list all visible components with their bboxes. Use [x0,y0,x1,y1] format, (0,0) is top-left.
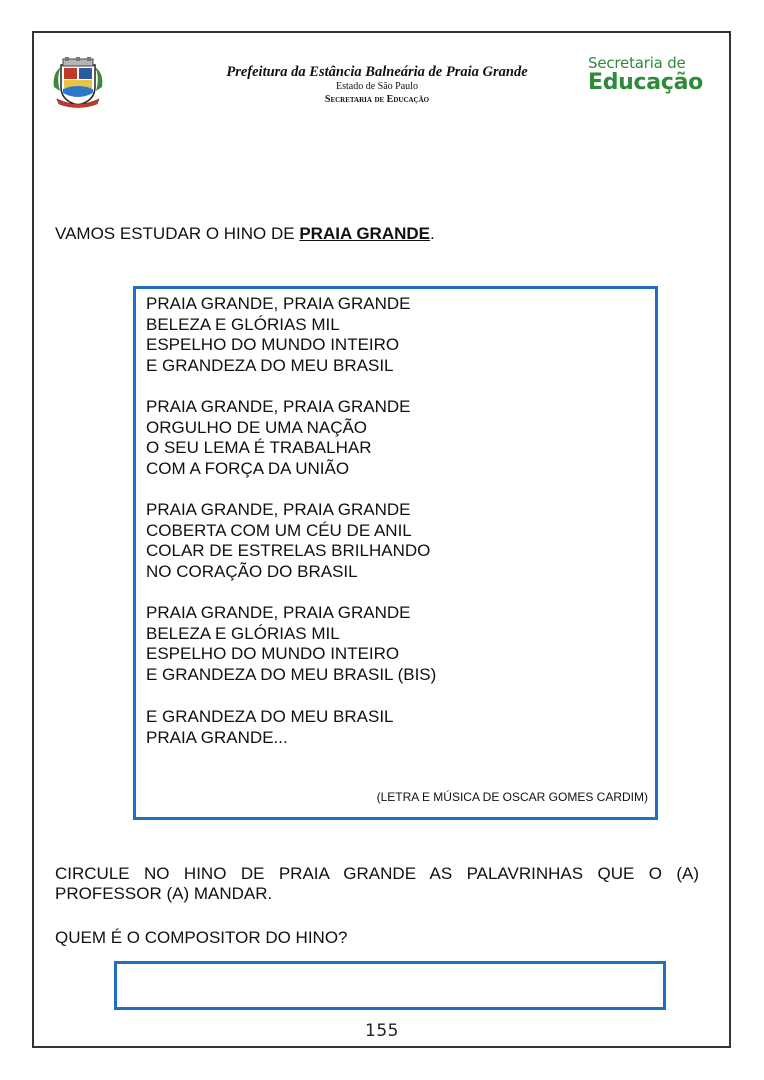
hymn-line: ESPELHO DO MUNDO INTEIRO [146,335,400,355]
logo-line-2: Educação [588,70,703,95]
hymn-line: PRAIA GRANDE, PRAIA GRANDE [146,603,411,622]
intro-prefix: VAMOS ESTUDAR O HINO DE [55,224,300,243]
hymn-line: COLAR DE ESTRELAS BRILHANDO [146,541,431,561]
page-number: 155 [365,1021,399,1041]
logo-line-1: Secretaria de [588,54,686,72]
hymn-line: PRAIA GRANDE, PRAIA GRANDE [146,397,411,416]
header-department: Secretaria de Educação [324,94,430,105]
hymn-line: NO CORAÇÃO DO BRASIL [146,562,358,582]
hymn-line: BELEZA E GLÓRIAS MIL [146,314,340,334]
hymn-stanza-2 [146,397,411,480]
hymn-line: PRAIA GRANDE, PRAIA GRANDE [146,500,411,519]
header-state: Estado de São Paulo [336,81,418,92]
hymn-stanza-1 [146,294,411,377]
hymn-stanza-5 [146,707,394,748]
secretaria-logo [588,55,706,95]
hymn-line: E GRANDEZA DO MEU BRASIL [146,356,394,376]
hymn-stanza-3 [146,500,430,583]
header-title: Prefeitura da Estância Balneária de Praia Grande [226,64,528,80]
exercise-instruction: CIRCULE NO HINO DE PRAIA GRANDE AS PALAVRINHAS QUE O (A) PROFESSOR (A) MANDAR. [55,864,699,903]
municipal-crest-logo [51,57,105,109]
hymn-line: O SEU LEMA É TRABALHAR [146,438,372,458]
answer-box[interactable] [114,961,666,1010]
hymn-line: COBERTA COM UM CÉU DE ANIL [146,520,412,540]
intro-suffix: . [429,224,435,243]
document-header [200,64,554,106]
hymn-line: COM A FORÇA DA UNIÃO [146,459,350,479]
intro-highlight: PRAIA GRANDE [299,224,430,243]
hymn-line: E GRANDEZA DO MEU BRASIL (BIS) [146,665,437,685]
hymn-credit: (LETRA E MÚSICA DE OSCAR GOMES CARDIM) [376,790,648,804]
exercise-question: QUEM É O COMPOSITOR DO HINO? [55,928,348,947]
hymn-line: PRAIA GRANDE, PRAIA GRANDE [146,294,411,313]
hymn-line: E GRANDEZA DO MEU BRASIL [146,707,394,726]
hymn-line: BELEZA E GLÓRIAS MIL [146,623,340,643]
hymn-stanza-4 [146,603,436,686]
hymn-line: PRAIA GRANDE... [146,727,288,747]
hymn-line: ESPELHO DO MUNDO INTEIRO [146,644,400,664]
hymn-line: ORGULHO DE UMA NAÇÃO [146,417,368,437]
intro-text [55,224,435,244]
